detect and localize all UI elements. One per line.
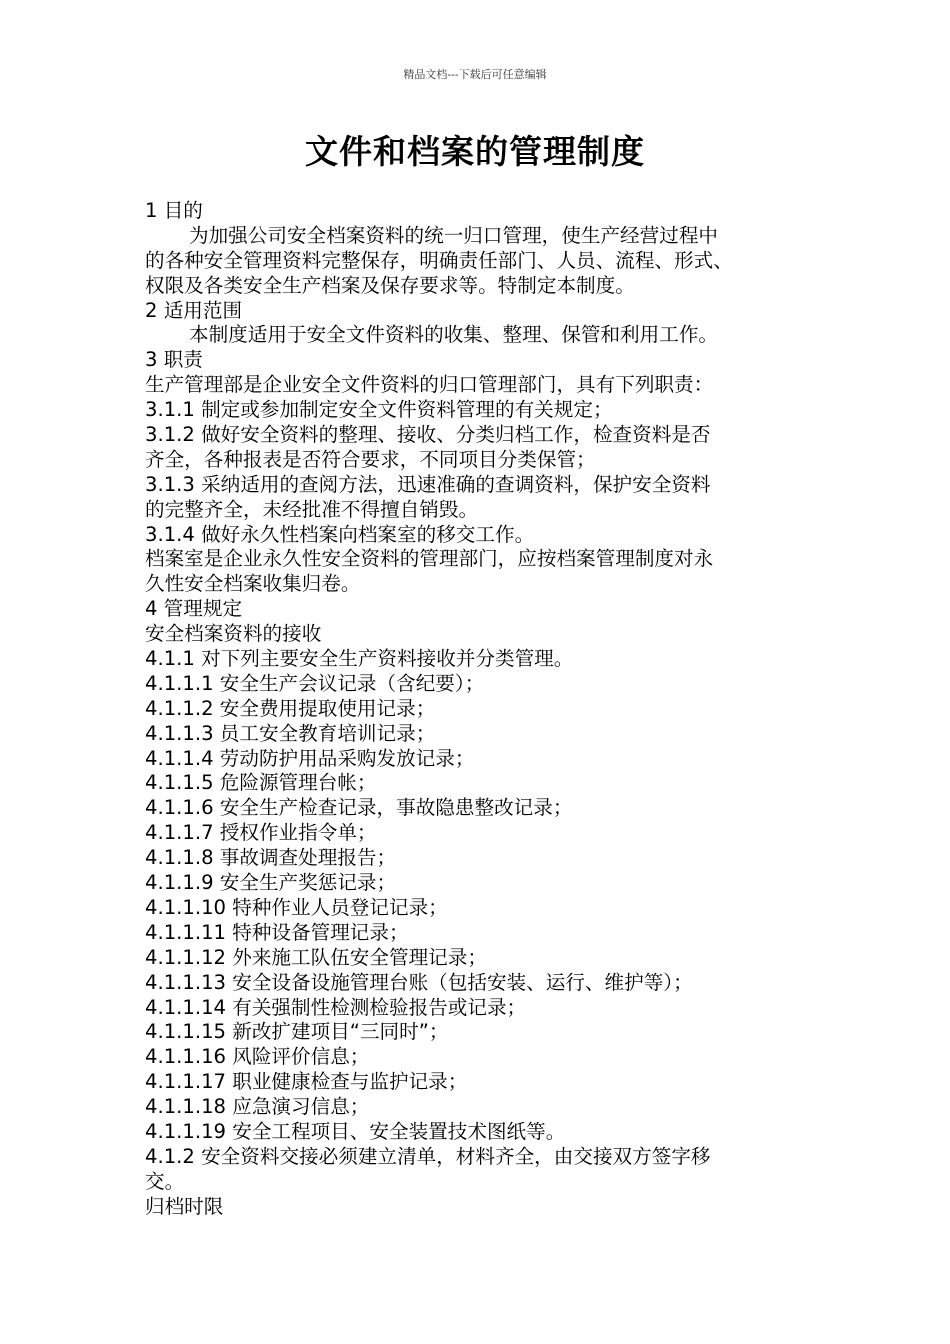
text-line: 4.1.1.12 外来施工队伍安全管理记录； [145,945,487,969]
text-line: 4 管理规定 [145,597,243,621]
text-line: 2 适用范围 [145,298,243,322]
text-line: 生产管理部是企业安全文件资料的归口管理部门，具有下列职责： [145,373,714,397]
text-line: 4.1.1.9 安全生产奖惩记录； [145,871,397,895]
text-line: 4.1.2 安全资料交接必须建立清单，材料齐全，由交接双方签字移 [145,1144,711,1168]
text-line: 4.1.1.4 劳动防护用品采购发放记录； [145,746,475,770]
text-line: 4.1.1.11 特种设备管理记录； [145,920,409,944]
text-line: 3.1.2 做好安全资料的整理、接收、分类归档工作，检查资料是否 [145,423,711,447]
text-line: 4.1.1.15 新改扩建项目“三同时”； [145,1020,449,1044]
text-line: 4.1.1.6 安全生产检查记录，事故隐患整改记录； [145,796,573,820]
text-line: 4.1.1.1 安全生产会议记录（含纪要）； [145,671,485,695]
text-line: 交。 [145,1169,185,1193]
text-line: 齐全，各种报表是否符合要求，不同项目分类保管； [145,447,596,471]
text-line: 4.1.1.7 授权作业指令单； [145,821,377,845]
text-line: 4.1.1.2 安全费用提取使用记录； [145,696,436,720]
text-line: 安全档案资料的接收 [145,622,322,646]
text-line: 4.1.1.8 事故调查处理报告； [145,846,397,870]
text-line: 4.1.1.3 员工安全教育培训记录； [145,721,436,745]
text-line: 久性安全档案收集归卷。 [145,572,361,596]
text-line: 4.1.1.14 有关强制性检测检验报告或记录； [145,995,527,1019]
text-line: 3.1.3 采纳适用的查阅方法，迅速准确的查调资料，保护安全资料 [145,472,711,496]
text-line: 1 目的 [145,199,203,222]
text-line: 4.1.1.16 风险评价信息； [145,1045,370,1069]
text-line: 本制度适用于安全文件资料的收集、整理、保管和利用工作。 [189,323,719,347]
header-note: 精品文档---下载后可任意编辑 [403,68,547,81]
text-line: 档案室是企业永久性安全资料的管理部门，应按档案管理制度对永 [145,547,714,571]
document-body [145,199,835,1220]
text-line: 4.1.1 对下列主要安全生产资料接收并分类管理。 [145,647,574,671]
text-line: 4.1.1.18 应急演习信息； [145,1095,370,1119]
text-line: 4.1.1.13 安全设备设施管理台账（包括安装、运行、维护等）； [145,970,693,994]
text-line: 3 职责 [145,348,203,372]
text-line: 为加强公司安全档案资料的统一归口管理，使生产经营过程中 [189,223,719,247]
text-line: 4.1.1.5 危险源管理台帐； [145,771,377,795]
text-line: 3.1.4 做好永久性档案向档案室的移交工作。 [145,522,535,546]
text-line: 4.1.1.10 特种作业人员登记记录； [145,895,448,919]
text-line: 权限及各类安全生产档案及保存要求等。特制定本制度。 [145,273,635,297]
text-line: 归档时限 [145,1194,224,1218]
text-line: 4.1.1.17 职业健康检查与监护记录； [145,1070,468,1094]
text-line: 3.1.1 制定或参加制定安全文件资料管理的有关规定； [145,398,613,422]
document-title: 文件和档案的管理制度 [305,132,645,171]
text-line: 的各种安全管理资料完整保存，明确责任部门、人员、流程、形式、 [145,248,733,272]
text-line: 的完整齐全，未经批准不得擅自销毁。 [145,497,479,521]
text-line: 4.1.1.19 安全工程项目、安全装置技术图纸等。 [145,1119,566,1143]
